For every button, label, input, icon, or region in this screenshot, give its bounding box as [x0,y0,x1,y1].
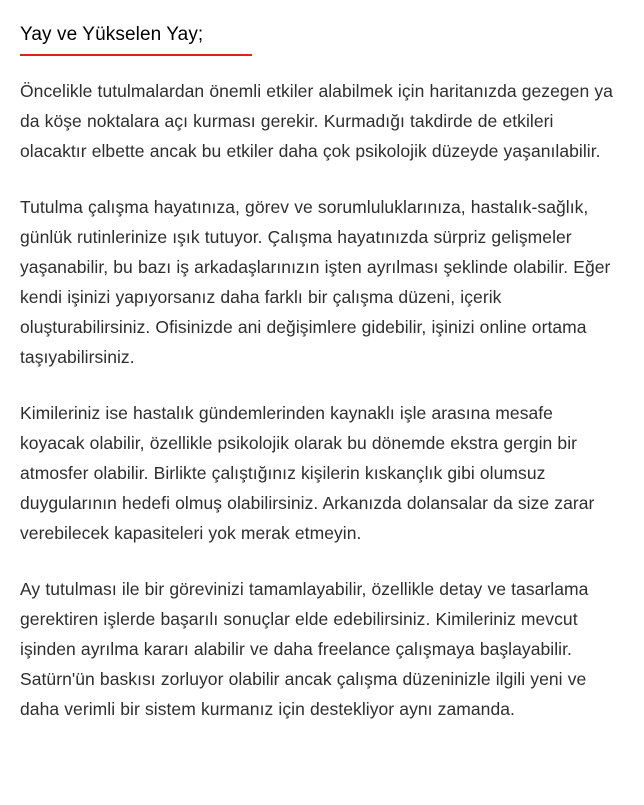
paragraph-2: Tutulma çalışma hayatınıza, görev ve sorumluluklarınıza, hastalık-sağlık, günlük rutinlerinize ışık tutuyor. Çalışma hayatınızda sürpriz gelişmeler yaşanabilir, bu bazı iş arkadaşlarınızın işten ayrılması şeklinde olabilir. Eğer kendi işinizi yapıyorsanız daha farklı bir çalışma düzeni, içerik oluşturabilirsiniz. Ofisinizde ani değişimlere gidebilir, işinizi online ortama taşıyabilirsiniz. [20,197,611,367]
page-title: Yay ve Yükselen Yay; [20,24,204,45]
paragraph-3: Kimileriniz ise hastalık gündemlerinden kaynaklı işle arasına mesafe koyacak olabilir, özellikle psikolojik olarak bu dönemde ekstra gergin bir atmosfer olabilir. Birlikte çalıştığınız kişilerin kıskançlık gibi olumsuz duygularının hedefi olmuş olabilirsiniz. Arkanızda dolansalar da size zarar verebilecek kapasiteleri yok merak etmeyin. [20,403,595,543]
paragraph-4: Ay tutulması ile bir görevinizi tamamlayabilir, özellikle detay ve tasarlama gerektiren işlerde başarılı sonuçlar elde edebilirsiniz. Kimileriniz mevcut işinden ayrılma kararı alabilir ve daha freelance çalışmaya başlayabilir. Satürn'ün baskısı zorluyor olabilir ancak çalışma düzeninizle ilgili yeni ve daha verimli bir sistem kurmanız için destekliyor aynı zamanda. [20,579,589,719]
paragraph-1: Öncelikle tutulmalardan önemli etkiler alabilmek için haritanızda gezegen ya da köşe noktalara açı kurması gerekir. Kurmadığı takdirde de etkileri olacaktır elbette ancak bu etkiler daha çok psikolojik düzeyde yaşanılabilir. [20,81,613,161]
title-underline-divider [20,54,252,56]
